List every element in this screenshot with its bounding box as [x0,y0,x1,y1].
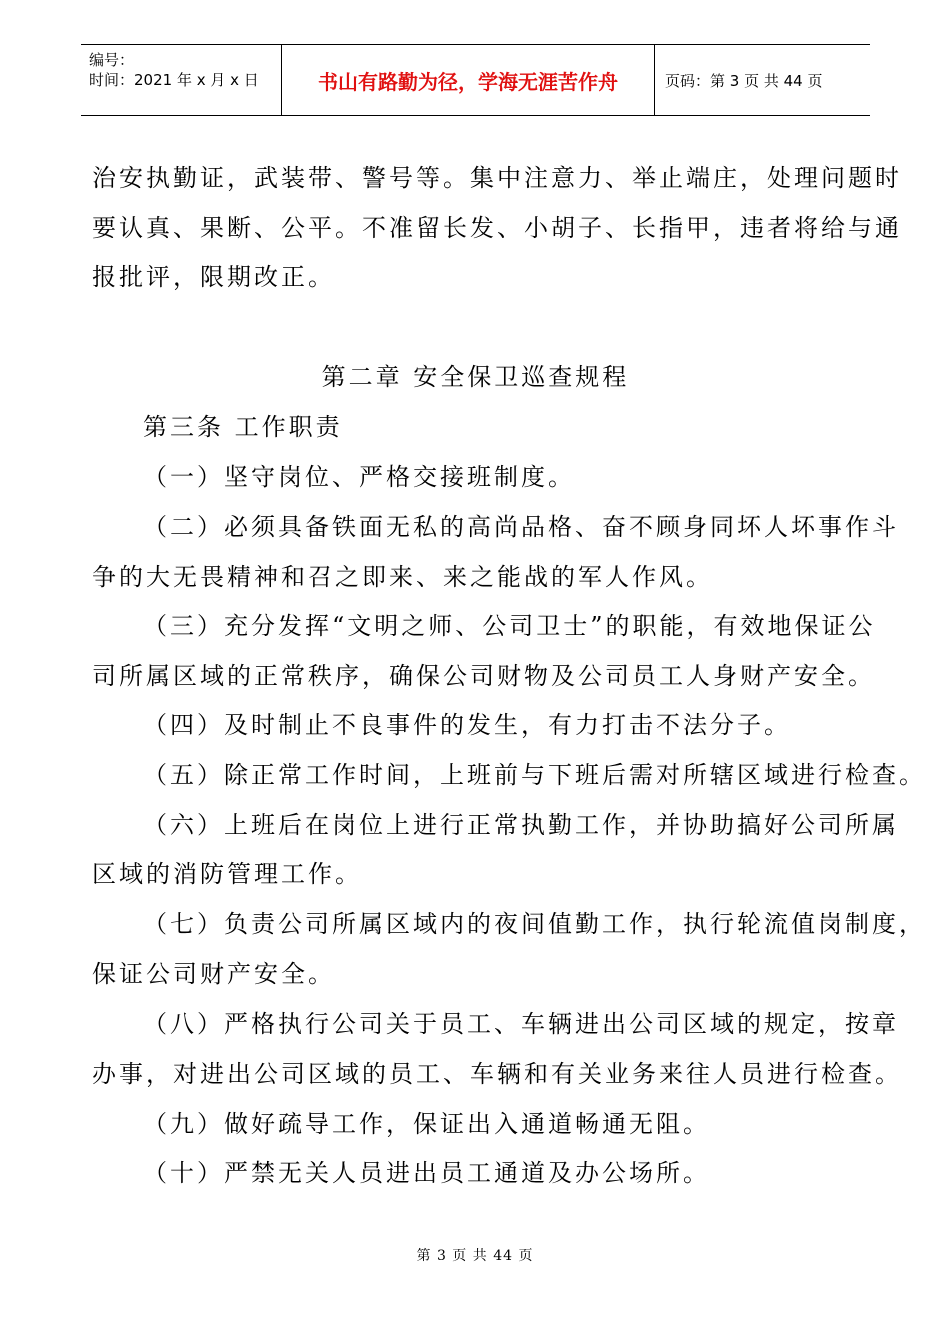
paragraph-line: 报批评，限期改正。 [92,263,335,291]
header-meta [81,45,281,115]
page-footer: 第 3 页 共 44 页 [416,1248,534,1264]
list-item: （六）上班后在岗位上进行正常执勤工作，并协助搞好公司所属 [143,811,899,839]
list-item: （七）负责公司所属区域内的夜间值勤工作，执行轮流值岗制度， [143,910,926,938]
header-page-info: 页码：第 3 页 共 44 页 [665,71,823,90]
chapter-title: 第二章 安全保卫巡查规程 [321,363,630,391]
list-item: （二）必须具备铁面无私的高尚品格、奋不顾身同坏人坏事作斗 [143,513,899,541]
time-label: 时间：2021 年 x 月 x 日 [89,71,259,89]
list-item: （八）严格执行公司关于员工、车辆进出公司区域的规定，按章 [143,1010,899,1038]
list-item-continuation: 区域的消防管理工作。 [92,860,362,888]
list-item: （九）做好疏导工作，保证出入通道畅通无阻。 [143,1110,710,1138]
paragraph-line: 要认真、果断、公平。不准留长发、小胡子、长指甲，违者将给与通 [92,214,902,242]
list-item: （十）严禁无关人员进出员工通道及办公场所。 [143,1159,710,1187]
list-item: （三）充分发挥“文明之师、公司卫士”的职能，有效地保证公 [143,612,876,640]
list-item: （一）坚守岗位、严格交接班制度。 [143,463,575,491]
document-header [81,44,870,116]
number-label: 编号： [89,51,135,69]
list-item: （四）及时制止不良事件的发生，有力打击不法分子。 [143,711,791,739]
list-item-continuation: 办事，对进出公司区域的员工、车辆和有关业务来往人员进行检查。 [92,1060,902,1088]
list-item-continuation: 司所属区域的正常秩序，确保公司财物及公司员工人身财产安全。 [92,662,875,690]
list-item-continuation: 争的大无畏精神和召之即来、来之能战的军人作风。 [92,563,713,591]
header-motto: 书山有路勤为径，学海无涯苦作舟 [318,69,618,94]
article-title: 第三条 工作职责 [143,413,343,441]
list-item-continuation: 保证公司财产安全。 [92,960,335,988]
paragraph-line: 治安执勤证，武装带、警号等。集中注意力、举止端庄，处理问题时 [92,164,902,192]
list-item: （五）除正常工作时间，上班前与下班后需对所辖区域进行检查。 [143,761,926,789]
